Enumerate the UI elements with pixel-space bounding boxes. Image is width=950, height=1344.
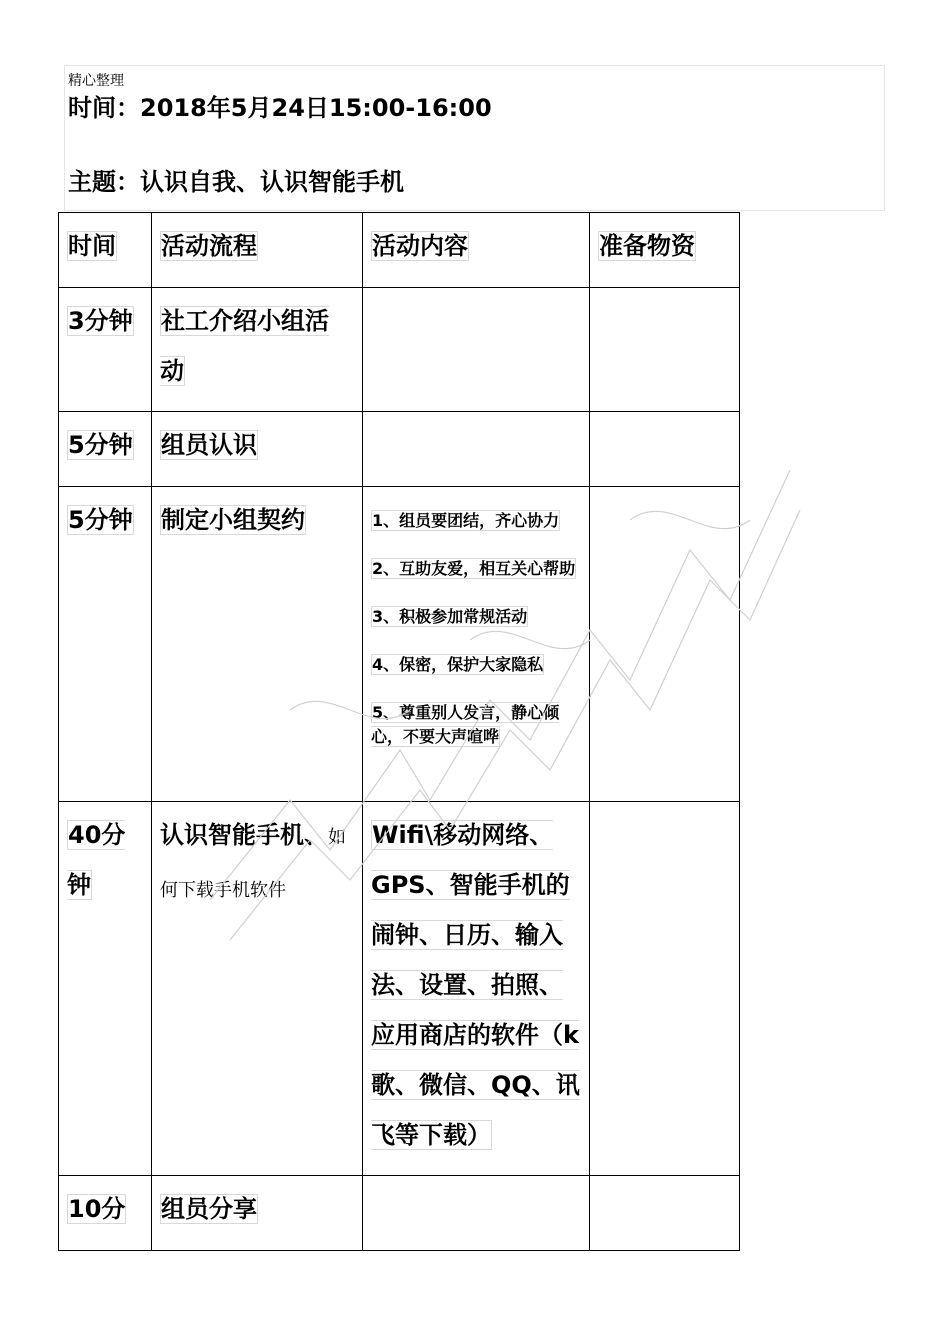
row-time: 40分钟 [59, 802, 152, 1176]
row-process: 组员认识 [152, 412, 363, 487]
contract-rule-3: 3、积极参加常规活动 [372, 607, 528, 626]
table-row [59, 412, 740, 487]
row-process: 社工介绍小组活动 [152, 288, 363, 412]
table-header-row [59, 213, 740, 288]
row-materials [590, 412, 740, 487]
table-row [59, 1176, 740, 1251]
row-materials [590, 802, 740, 1176]
column-header-process: 活动流程 [152, 213, 363, 288]
row-time: 3分钟 [59, 288, 152, 412]
row-process: 认识智能手机、如何下载手机软件 [152, 802, 363, 1176]
contract-rule-1: 1、组员要团结，齐心协力 [372, 511, 560, 530]
row-materials [590, 1176, 740, 1251]
contract-rule-5: 5、尊重别人发言，静心倾心，不要大声喧哗 [371, 703, 560, 746]
row-content [363, 1176, 590, 1251]
session-time: 时间：2018年5月24日15:00-16:00 [68, 94, 492, 122]
row-time: 10分 [59, 1176, 152, 1251]
row-content [363, 487, 590, 802]
row-materials [590, 288, 740, 412]
contract-rule-2: 2、互助友爱，相互关心帮助 [372, 559, 576, 578]
header-note: 精心整理 [68, 73, 124, 89]
column-header-time: 时间 [59, 213, 152, 288]
row-content: Wifi\移动网络、GPS、智能手机的闹钟、日历、输入法、设置、拍照、应用商店的软件（k歌、微信、QQ、讯飞等下载） [363, 802, 590, 1176]
column-header-content: 活动内容 [363, 213, 590, 288]
row-materials [590, 487, 740, 802]
row-time: 5分钟 [59, 412, 152, 487]
column-header-materials: 准备物资 [590, 213, 740, 288]
activity-table [58, 212, 740, 1251]
table-row [59, 802, 740, 1176]
session-topic: 主题：认识自我、认识智能手机 [68, 168, 404, 196]
table-row [59, 288, 740, 412]
row-content [363, 412, 590, 487]
row-process: 组员分享 [152, 1176, 363, 1251]
row-time: 5分钟 [59, 487, 152, 802]
row-content [363, 288, 590, 412]
row-process: 制定小组契约 [152, 487, 363, 802]
contract-rule-4: 4、保密，保护大家隐私 [372, 655, 544, 674]
table-row [59, 487, 740, 802]
